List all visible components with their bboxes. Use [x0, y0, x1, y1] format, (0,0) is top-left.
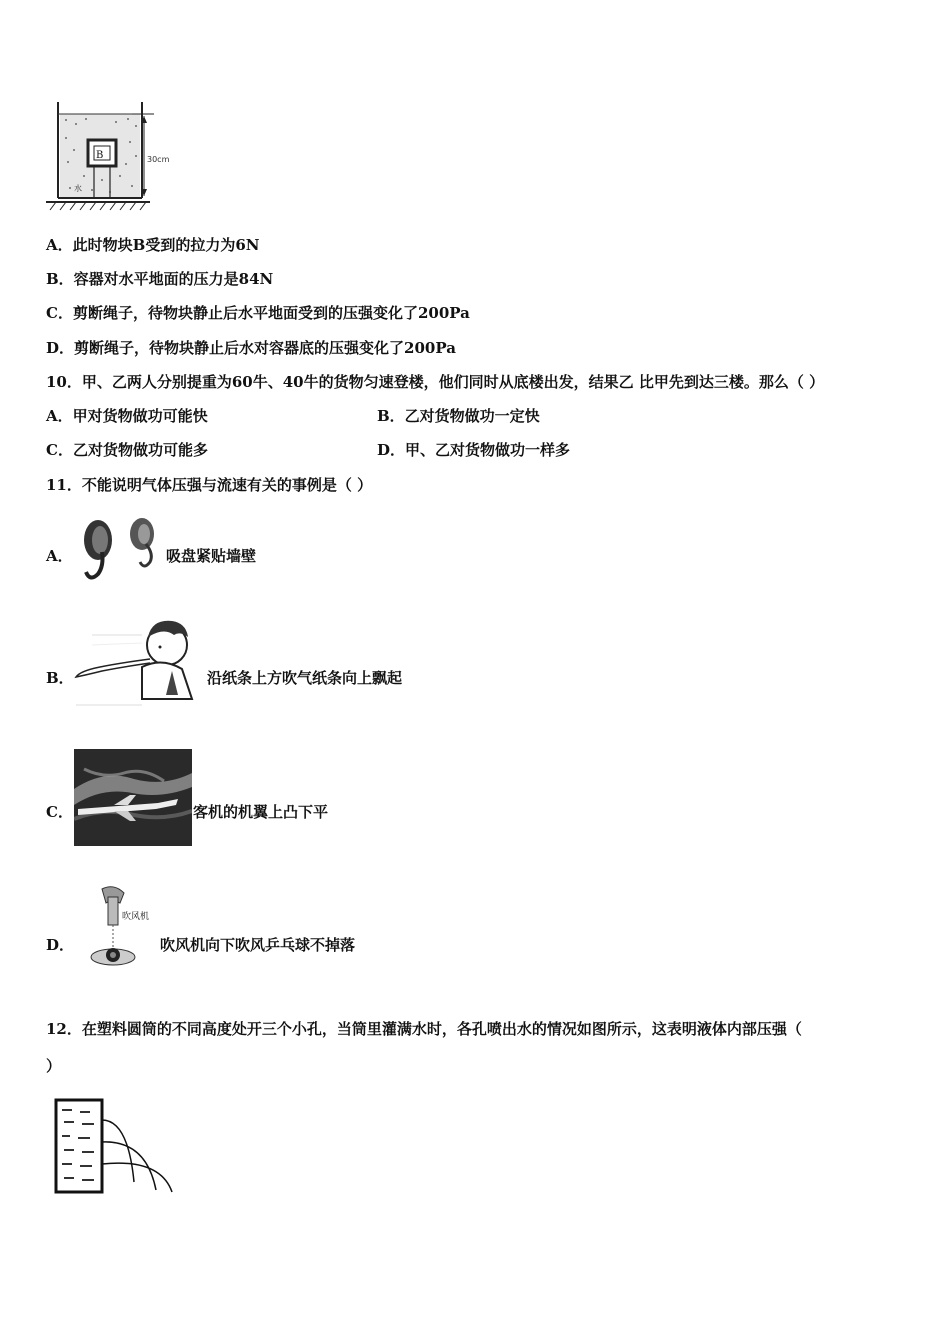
q10-option-a: A．甲对货物做功可能快: [46, 407, 208, 425]
q12-stem-line1: 12．在塑料圆筒的不同高度处开三个小孔，当筒里灌满水时，各孔喷出水的情况如图所示，这表明液体内部压强（: [46, 1020, 802, 1038]
cylinder-figure: [50, 1092, 180, 1202]
q10-option-b: B．乙对货物做功一定快: [377, 407, 540, 425]
svg-text:水: 水: [74, 184, 82, 193]
container-figure: [44, 98, 184, 213]
q11-option-b-text: 沿纸条上方吹气纸条向上飘起: [207, 669, 403, 687]
q9-option-b: B．容器对水平地面的压力是84N: [46, 270, 274, 288]
q11-option-d-text: 吹风机向下吹风乒乓球不掉落: [160, 936, 356, 954]
q11-option-a-text: 吸盘紧贴墙壁: [166, 547, 257, 565]
q11-option-b-letter: B．: [46, 669, 74, 687]
q11-option-c-letter: C．: [46, 803, 73, 821]
airplane-photo-icon: [74, 749, 192, 846]
q11-option-d-letter: D．: [46, 936, 75, 954]
suction-cup-icon: [78, 512, 164, 584]
q9-option-c: C．剪断绳子，待物块静止后水平地面受到的压强变化了200Pa: [46, 304, 470, 322]
q9-option-d: D．剪断绳子，待物块静止后水对容器底的压强变化了200Pa: [46, 339, 456, 357]
q11-option-c-text: 客机的机翼上凸下平: [193, 803, 329, 821]
q10-option-d: D．甲、乙对货物做功一样多: [377, 441, 571, 459]
hairdryer-caption: 吹风机: [122, 912, 150, 922]
boy-blowing-icon: [72, 615, 202, 710]
q10-option-c: C．乙对货物做功可能多: [46, 441, 208, 459]
hairdryer-icon: [86, 883, 156, 978]
svg-text:30cm: 30cm: [147, 155, 170, 164]
container-diagram: [44, 98, 184, 213]
q11-option-a-letter: A．: [46, 547, 73, 565]
q12-stem-line2: ）: [46, 1057, 62, 1075]
svg-text:B: B: [96, 150, 104, 161]
q9-option-a: A．此时物块B受到的拉力为6N: [46, 236, 260, 254]
q11-stem: 11．不能说明气体压强与流速有关的事例是（ ）: [46, 476, 373, 494]
q10-stem: 10．甲、乙两人分别提重为60牛、40牛的货物匀速登楼，他们同时从底楼出发，结果乙 比甲先到达三楼。那么（ ）: [46, 373, 825, 391]
